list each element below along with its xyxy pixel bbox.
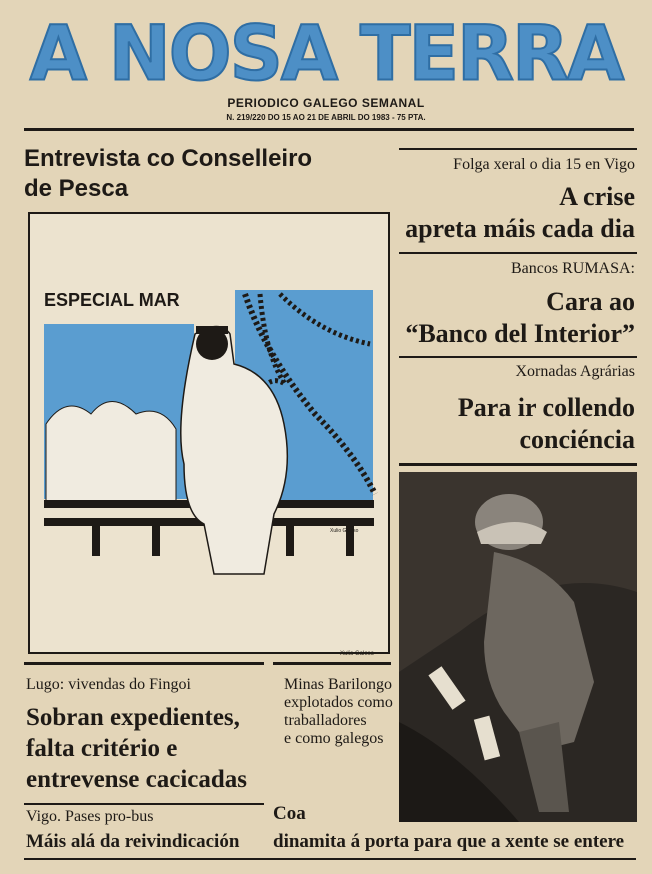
headline-lugo-1[interactable]: Sobran expedientes, [26, 704, 240, 731]
masthead-title: A NOSA TERRA [29, 10, 623, 98]
rule-vigo [24, 803, 264, 805]
illustration-credit: Xulio Galeso [340, 651, 375, 657]
headline-conciencia-1[interactable]: Para ir collendo [457, 393, 635, 422]
issue-line: N. 219/220 DO 15 AO 21 DE ABRIL DO 1983 - 75 PTA. [226, 113, 426, 122]
headline-lugo-2[interactable]: falta critério e [26, 735, 178, 762]
headline-crise-1[interactable]: A crise [559, 182, 635, 211]
kicker-folga: Folga xeral o dia 15 en Vigo [453, 156, 635, 173]
lead-illustration [28, 212, 390, 654]
headline-crise-2[interactable]: apreta máis cada dia [405, 214, 635, 243]
headline-banco-2[interactable]: “Banco del Interior” [405, 319, 635, 348]
kicker-lugo: Lugo: vivendas do Fingoi [26, 676, 191, 693]
headline-coa-1[interactable]: Coa [273, 803, 306, 824]
minas-line-3: traballadores [284, 712, 367, 729]
kicker-rumasa: Bancos RUMASA: [510, 260, 635, 277]
headline-coa-2[interactable]: dinamita á porta para que a xente se entere [273, 831, 625, 852]
illustration-title: ESPECIAL MAR [44, 290, 180, 310]
kicker-xornadas: Xornadas Agrárias [515, 363, 635, 380]
lead-headline[interactable]: Entrevista co Conselleiro de Pesca [24, 145, 313, 202]
illustration-signature: Xulio Galeso [330, 528, 359, 534]
illustration-art [30, 214, 388, 652]
masthead-subtitle: PERIODICO GALEGO SEMANAL [227, 96, 425, 110]
headline-vigo[interactable]: Máis alá da reivindicación [26, 831, 240, 852]
headline-banco-1[interactable]: Cara ao [546, 287, 635, 316]
minas-line-4: e como galegos [284, 730, 384, 747]
minas-line-2: explotados como [284, 694, 393, 711]
kicker-vigo: Vigo. Pases pro-bus [26, 808, 154, 825]
miner-photo-art [399, 472, 637, 822]
bottom-rule [24, 858, 636, 860]
headline-conciencia-2[interactable]: conciéncia [519, 425, 635, 454]
rule-lugo [24, 662, 264, 665]
minas-line-1: Minas Barilongo [284, 676, 392, 693]
rule-right-3 [399, 356, 637, 358]
headline-lugo-3[interactable]: entrevense cacicadas [26, 766, 248, 793]
rule-minas [273, 662, 391, 665]
masthead-rule [24, 128, 634, 131]
rule-right-1 [399, 148, 637, 150]
rule-right-4 [399, 463, 637, 466]
rule-right-2 [399, 252, 637, 254]
miner-photo [399, 472, 637, 822]
